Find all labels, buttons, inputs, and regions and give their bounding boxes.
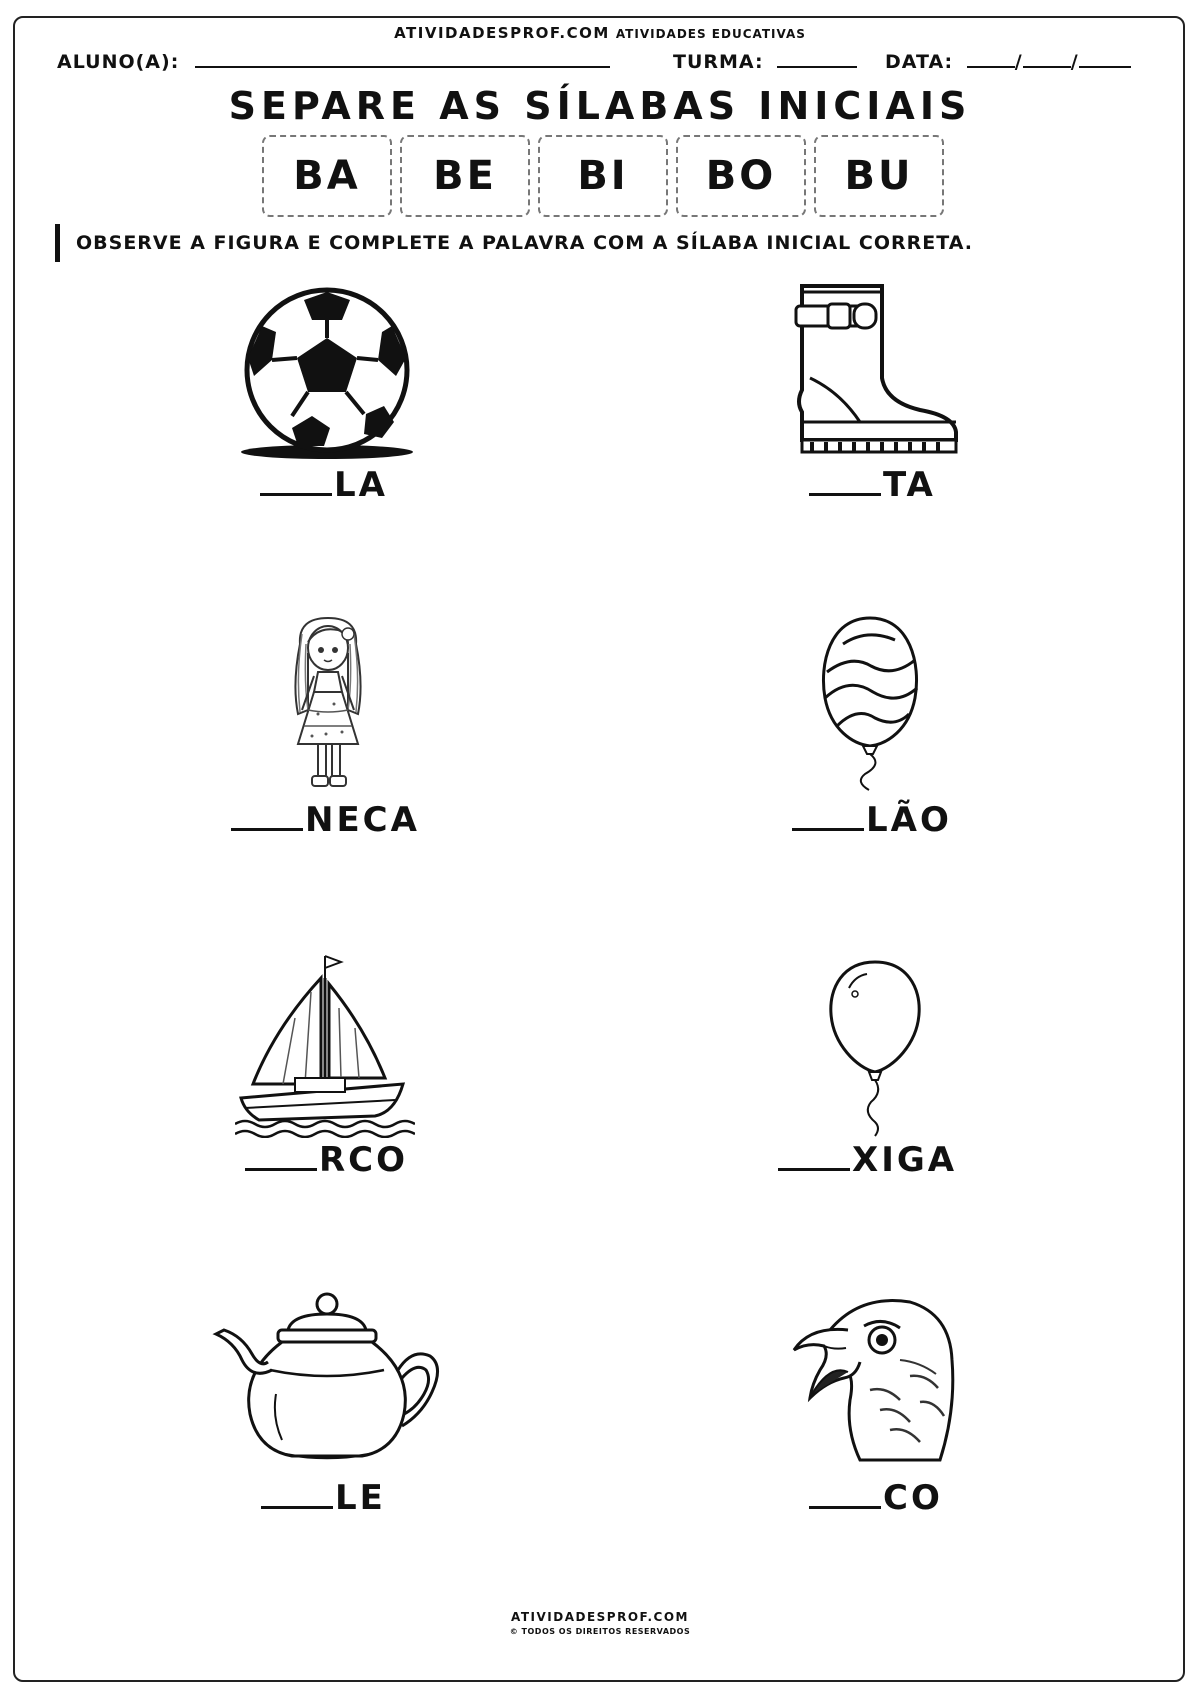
footer <box>0 1610 1200 1636</box>
word-suffix: CO <box>883 1478 943 1518</box>
date-year-line[interactable] <box>1079 50 1131 68</box>
site-header <box>0 24 1200 42</box>
word-suffix: LA <box>334 465 388 505</box>
syllable-box: BO <box>676 135 806 217</box>
answer-blank[interactable] <box>245 1142 317 1171</box>
instruction-text: OBSERVE A FIGURA E COMPLETE A PALAVRA COM A SÍLABA INICIAL CORRETA. <box>76 232 973 254</box>
site-tagline: ATIVIDADES EDUCATIVAS <box>615 27 806 41</box>
answer-blank[interactable] <box>231 802 303 831</box>
doll-icon <box>278 614 378 794</box>
answer-blank[interactable] <box>792 802 864 831</box>
word-item <box>809 465 936 505</box>
student-label: ALUNO(A): <box>57 51 180 73</box>
date-day-line[interactable] <box>967 50 1015 68</box>
soccer-ball-icon <box>232 286 422 461</box>
syllable-box: BE <box>400 135 530 217</box>
party-balloon-icon <box>825 958 925 1138</box>
instruction-marker <box>55 224 60 262</box>
footer-rights: © TODOS OS DIREITOS RESERVADOS <box>509 1627 691 1636</box>
class-line[interactable] <box>777 50 857 68</box>
word-item <box>231 800 420 840</box>
date-field <box>885 50 1131 73</box>
date-label: DATA: <box>885 51 954 73</box>
answer-blank[interactable] <box>260 467 332 496</box>
bird-head-icon <box>790 1290 960 1465</box>
teapot-icon <box>212 1290 442 1465</box>
answer-blank[interactable] <box>809 467 881 496</box>
syllable-box: BU <box>814 135 944 217</box>
date-month-line[interactable] <box>1023 50 1071 68</box>
syllable-box: BA <box>262 135 392 217</box>
word-item <box>260 465 388 505</box>
page-border <box>13 16 1185 1682</box>
word-suffix: LE <box>335 1478 386 1518</box>
answer-blank[interactable] <box>261 1480 333 1509</box>
footer-site: ATIVIDADESPROF.COM <box>511 1610 689 1624</box>
word-suffix: TA <box>883 465 936 505</box>
student-name-line[interactable] <box>195 50 610 68</box>
answer-blank[interactable] <box>778 1142 850 1171</box>
class-label: TURMA: <box>673 51 764 73</box>
rain-boot-icon <box>790 282 965 457</box>
word-suffix: XIGA <box>852 1140 958 1180</box>
syllable-bank <box>262 135 942 217</box>
site-name: ATIVIDADESPROF.COM <box>394 24 610 42</box>
word-suffix: RCO <box>319 1140 409 1180</box>
answer-blank[interactable] <box>809 1480 881 1509</box>
word-item <box>261 1478 386 1518</box>
class-field <box>673 50 857 73</box>
word-item <box>792 800 952 840</box>
patterned-balloon-icon <box>815 614 925 794</box>
word-suffix: LÃO <box>866 800 952 840</box>
date-separator: / <box>1014 51 1023 73</box>
page-title: SEPARE AS SÍLABAS INICIAIS <box>228 84 972 128</box>
date-separator: / <box>1070 51 1079 73</box>
sailboat-icon <box>235 948 415 1138</box>
student-field <box>57 50 610 73</box>
word-item <box>245 1140 408 1180</box>
word-item <box>778 1140 957 1180</box>
syllable-box: BI <box>538 135 668 217</box>
word-item <box>809 1478 943 1518</box>
word-suffix: NECA <box>305 800 420 840</box>
